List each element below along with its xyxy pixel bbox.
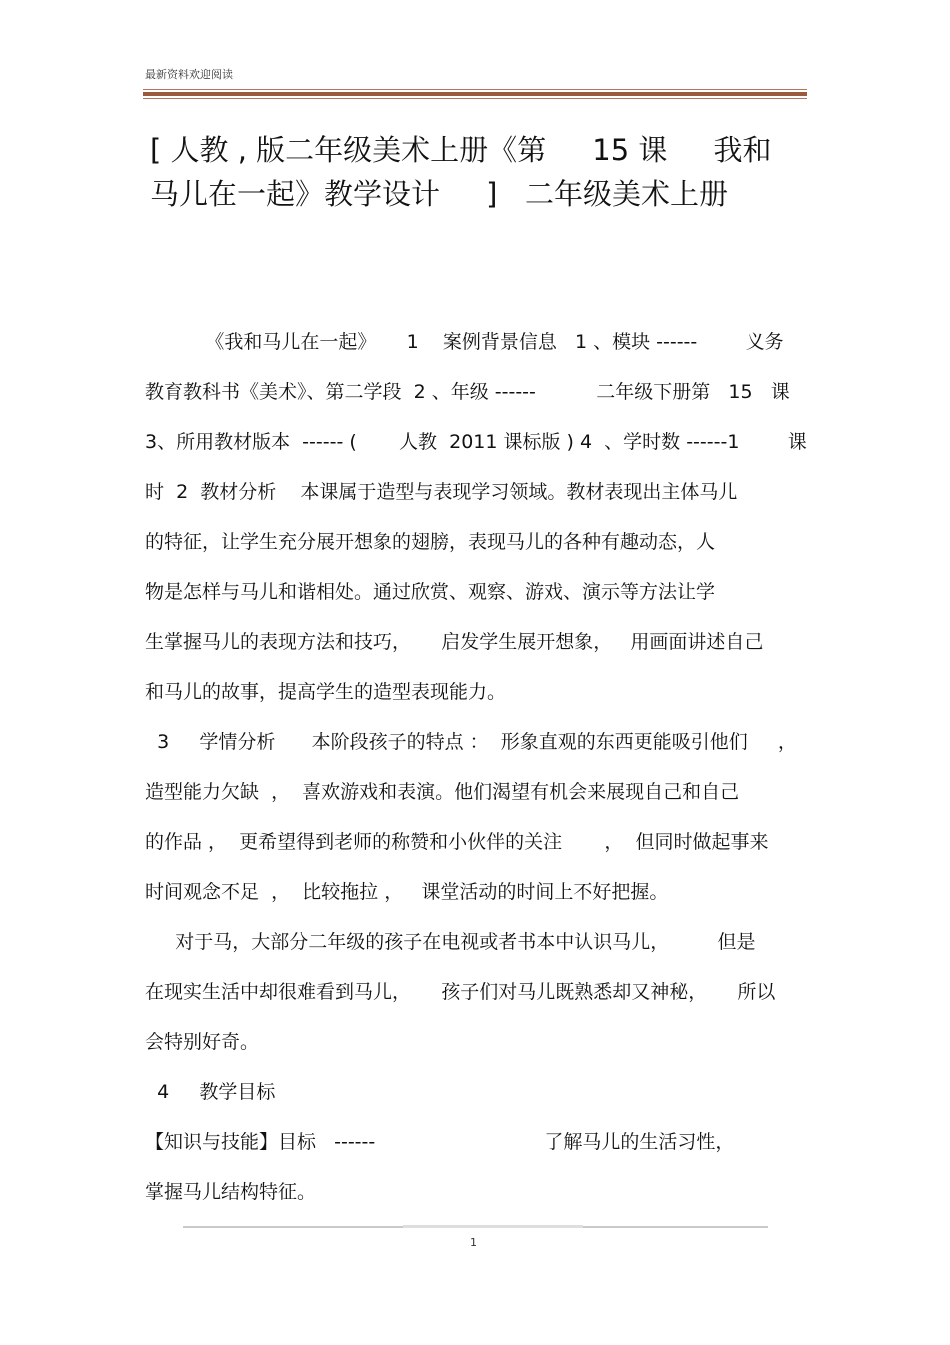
page-header-label: 最新资料欢迎阅读 — [145, 68, 233, 81]
body-line: 4 教学目标 — [145, 1081, 276, 1103]
body-line: 3、所用教材版本 ------ ( 人教 2011 课标版 ) 4 、学时数 ------1 课 — [145, 431, 807, 453]
body-line: 时 2 教材分析 本课属于造型与表现学习领域。教材表现出主体马儿 — [145, 481, 738, 503]
page-number: 1 — [470, 1236, 477, 1249]
body-line: 造型能力欠缺 ， 喜欢游戏和表演。他们渴望有机会来展现自己和自己 — [145, 781, 740, 803]
body-line: 的作品 ， 更希望得到老师的称赞和小伙伴的关注 ， 但同时做起事来 — [145, 831, 769, 853]
body-line: 掌握马儿结构特征。 — [145, 1181, 317, 1203]
body-line: 在现实生活中却很难看到马儿， 孩子们对马儿既熟悉却又神秘， 所以 — [145, 981, 776, 1003]
body-line: 和马儿的故事，提高学生的造型表现能力。 — [145, 681, 507, 703]
body-line: 的特征，让学生充分展开想象的翅膀，表现马儿的各种有趣动态，人 — [145, 531, 716, 553]
body-line: 《我和马儿在一起》 1 案例背景信息 1 、模块 ------ 义务 — [145, 331, 784, 353]
body-line: 物是怎样与马儿和谐相处。通过欣赏、观察、游戏、演示等方法让学 — [145, 581, 716, 603]
body-line: 时间观念不足 ， 比较拖拉 ， 课堂活动的时间上不好把握。 — [145, 881, 669, 903]
title-line-2: 马儿在一起》教学设计 ] 二年级美术上册 — [150, 177, 729, 211]
body-line: 生掌握马儿的表现方法和技巧， 启发学生展开想象， 用画面讲述自己 — [145, 631, 764, 653]
document-title — [150, 128, 810, 216]
body-line: 对于马，大部分二年级的孩子在电视或者书本中认识马儿， 但是 — [145, 931, 756, 953]
title-line-1: [ 人教 , 版二年级美术上册《第 15 课 我和 — [150, 133, 772, 167]
body-line: 【知识与技能】目标 ------ 了解马儿的生活习性， — [145, 1131, 735, 1153]
header-divider — [143, 89, 807, 99]
body-line: 会特别好奇。 — [145, 1031, 260, 1053]
footer-divider — [183, 1226, 768, 1228]
body-line: 3 学情分析 本阶段孩子的特点 ： 形象直观的东西更能吸引他们 ， — [145, 731, 797, 753]
body-line: 教育教科书《美术》、第二学段 2 、年级 ------ 二年级下册第 15 课 — [145, 381, 790, 403]
